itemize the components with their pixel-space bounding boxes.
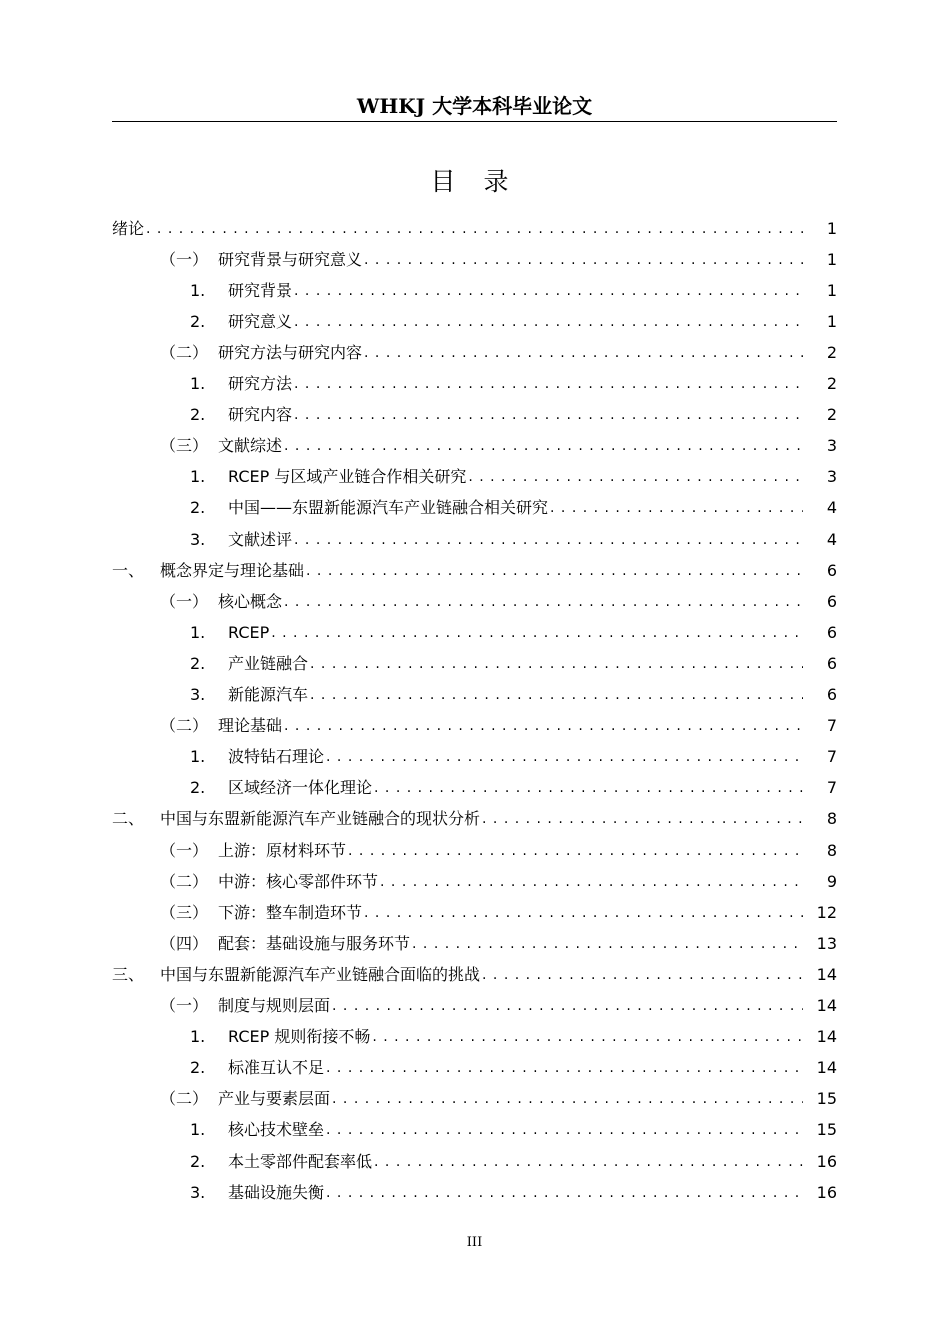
- toc-entry[interactable]: [0, 1177, 837, 1208]
- toc-entry-page: 1: [826, 249, 837, 269]
- toc-entry-text: [190, 685, 807, 705]
- toc-entry-page: 6: [826, 653, 837, 673]
- toc-entry-text: [190, 281, 807, 301]
- toc-entry-text: [160, 1089, 807, 1109]
- toc-entry-label: 本土零部件配套率低: [228, 1151, 373, 1171]
- toc-entry-page: 9: [826, 871, 837, 891]
- toc-entry[interactable]: [0, 1022, 837, 1053]
- toc-entry-label: 研究背景: [228, 280, 293, 300]
- toc-entry[interactable]: [0, 991, 837, 1022]
- toc-entry-text: [160, 250, 807, 270]
- toc-dot-leader: [482, 965, 803, 985]
- toc-entry-number: （二）: [160, 716, 209, 736]
- toc-entry[interactable]: [0, 866, 837, 897]
- toc-dot-leader: [310, 685, 803, 705]
- toc-entry-page: 2: [826, 405, 837, 425]
- toc-entry-page: 3: [826, 436, 837, 456]
- toc-dot-leader: [306, 561, 803, 581]
- toc-entry-page: 7: [826, 747, 837, 767]
- toc-entry-text: [160, 903, 807, 923]
- toc-entry[interactable]: [0, 1053, 837, 1084]
- toc-entry-number: 2.: [190, 778, 206, 798]
- toc-entry-page: 3: [826, 467, 837, 487]
- toc-entry-label: RCEP 规则衔接不畅: [228, 1027, 371, 1047]
- toc-entry[interactable]: [0, 1146, 837, 1177]
- toc-entry-text: [190, 654, 807, 674]
- toc-dot-leader: [364, 250, 803, 270]
- toc-entry-page: 7: [826, 716, 837, 736]
- toc-dot-leader: [412, 934, 803, 954]
- toc-entry-label: 中游：核心零部件环节: [218, 871, 379, 891]
- toc-entry-number: （一）: [160, 840, 209, 860]
- toc-entry[interactable]: [0, 959, 837, 990]
- toc-dot-leader: [326, 1183, 803, 1203]
- toc-entry-label: 理论基础: [218, 716, 283, 736]
- toc-entry-text: [160, 436, 807, 456]
- toc-entry-page: 1: [826, 311, 837, 331]
- toc-entry-page: 13: [816, 933, 837, 953]
- toc-entry-number: 1.: [190, 280, 206, 300]
- toc-dot-leader: [294, 312, 803, 332]
- toc-entry-label: 研究意义: [228, 311, 293, 331]
- toc-entry-label: 研究背景与研究意义: [218, 249, 363, 269]
- toc-entry-number: （三）: [160, 436, 209, 456]
- toc-entry-label: 基础设施失衡: [228, 1182, 325, 1202]
- toc-entry[interactable]: [0, 462, 837, 493]
- toc-dot-leader: [372, 1027, 803, 1047]
- toc-entry-number: 3.: [190, 529, 206, 549]
- toc-dot-leader: [326, 747, 803, 767]
- toc-entry-number: 3.: [190, 1182, 206, 1202]
- toc-entry-text: [160, 996, 807, 1016]
- toc-entry-label: 上游：原材料环节: [218, 840, 347, 860]
- running-header: WHKJ 大学本科毕业论文: [356, 94, 593, 118]
- toc-entry-label: 产业链融合: [228, 653, 309, 673]
- toc-entry-text: [112, 219, 807, 239]
- toc-entry-label: 文献综述: [218, 436, 283, 456]
- toc-entry-text: [190, 1152, 807, 1172]
- toc-entry-page: 8: [826, 840, 837, 860]
- toc-entry-text: [160, 841, 807, 861]
- toc-title: 目 录: [430, 167, 519, 196]
- toc-entry[interactable]: [0, 213, 837, 244]
- toc-dot-leader: [294, 281, 803, 301]
- toc-entry-number: 1.: [190, 622, 206, 642]
- toc-entry-text: [112, 809, 807, 829]
- toc-entry-page: 14: [816, 996, 837, 1015]
- toc-dot-leader: [271, 623, 803, 643]
- toc-entry-number: （一）: [160, 996, 209, 1015]
- toc-entry-text: [160, 343, 807, 363]
- toc-entry[interactable]: [0, 275, 837, 306]
- toc-entry-text: [190, 405, 807, 425]
- toc-entry-text: [112, 561, 807, 581]
- toc-entry-page: 16: [816, 1182, 837, 1202]
- toc-entry-page: 1: [826, 280, 837, 300]
- toc-entry-text: [190, 374, 807, 394]
- toc-entry[interactable]: [0, 306, 837, 337]
- toc-entry-page: 6: [826, 591, 837, 611]
- toc-entry[interactable]: [0, 835, 837, 866]
- toc-dot-leader: [374, 778, 803, 798]
- toc-entry-label: 新能源汽车: [228, 685, 309, 704]
- toc-entry-label: 中国与东盟新能源汽车产业链融合面临的挑战: [160, 964, 481, 984]
- toc-entry-page: 2: [826, 342, 837, 362]
- toc-dot-leader: [294, 530, 803, 550]
- toc-entry-page: 6: [826, 685, 837, 704]
- toc-entry[interactable]: [0, 897, 837, 928]
- toc-entry-page: 16: [816, 1151, 837, 1171]
- toc-dot-leader: [326, 1058, 803, 1078]
- toc-entry-label: 文献述评: [228, 529, 293, 549]
- toc-entry-label: 绪论: [112, 218, 145, 238]
- toc-entry-label: RCEP 与区域产业链合作相关研究: [228, 467, 467, 487]
- toc-dot-leader: [326, 1120, 803, 1140]
- toc-entry-number: 3.: [190, 685, 206, 704]
- toc-dot-leader: [374, 1152, 803, 1172]
- toc-entry-label: 研究方法: [228, 374, 293, 393]
- toc-entry-page: 14: [816, 1027, 837, 1047]
- toc-entry-text: [190, 1120, 807, 1140]
- toc-entry[interactable]: [0, 648, 837, 679]
- toc-dot-leader: [284, 436, 803, 456]
- toc-entry-text: [112, 965, 807, 985]
- toc-entry-text: [190, 623, 807, 643]
- toc-dot-leader: [482, 809, 803, 829]
- toc-entry-label: 产业与要素层面: [218, 1089, 331, 1109]
- toc-entry-number: （三）: [160, 902, 209, 922]
- toc-entry-text: [160, 592, 807, 612]
- toc-entry[interactable]: [0, 337, 837, 368]
- toc-entry[interactable]: [0, 555, 837, 586]
- toc-entry-text: [190, 778, 807, 798]
- toc-entry-page: 8: [826, 809, 837, 829]
- toc-dot-leader: [550, 498, 803, 518]
- toc-dot-leader: [284, 716, 803, 736]
- toc-entry-number: 2.: [190, 311, 206, 331]
- toc-entry-number: （四）: [160, 933, 209, 953]
- toc-entry-number: 1.: [190, 1027, 206, 1047]
- toc-entry[interactable]: [0, 1115, 837, 1146]
- toc-entry-number: 2.: [190, 498, 206, 518]
- toc-entry-page: 4: [826, 529, 837, 549]
- toc-entry[interactable]: [0, 711, 837, 742]
- toc-entry-page: 15: [816, 1120, 837, 1140]
- toc-entry-text: [160, 716, 807, 736]
- toc-entry-text: [190, 1183, 807, 1203]
- toc-entry-number: 二、: [112, 809, 145, 829]
- toc-entry[interactable]: [0, 680, 837, 711]
- toc-entry-number: 一、: [112, 560, 145, 580]
- toc-dot-leader: [294, 374, 803, 394]
- toc-entry-label: 概念界定与理论基础: [160, 560, 305, 580]
- toc-entry-number: 三、: [112, 964, 145, 984]
- toc-entry[interactable]: [0, 400, 837, 431]
- toc-entry-page: 6: [826, 622, 837, 642]
- toc-entry[interactable]: [0, 773, 837, 804]
- toc-entry-page: 1: [826, 218, 837, 238]
- toc-dot-leader: [348, 841, 803, 861]
- toc-entry[interactable]: [0, 524, 837, 555]
- toc-entry-label: 核心概念: [218, 591, 283, 611]
- toc-entry[interactable]: [0, 431, 837, 462]
- toc-entry[interactable]: [0, 928, 837, 959]
- toc-entry-label: 标准互认不足: [228, 1058, 325, 1078]
- toc-entry-text: [160, 934, 807, 954]
- toc-entry-label: 中国——东盟新能源汽车产业链融合相关研究: [228, 498, 549, 518]
- toc-entry[interactable]: [0, 244, 837, 275]
- toc-dot-leader: [364, 903, 803, 923]
- toc-entry[interactable]: [0, 369, 837, 400]
- toc-dot-leader: [332, 996, 803, 1016]
- toc-entry-number: 1.: [190, 747, 206, 767]
- toc-dot-leader: [364, 343, 803, 363]
- toc-entry-label: 研究内容: [228, 405, 293, 425]
- toc-entry-label: 制度与规则层面: [218, 996, 331, 1015]
- toc-entry-page: 14: [816, 1058, 837, 1078]
- toc-entry-text: [190, 498, 807, 518]
- toc-entry-number: （二）: [160, 1089, 209, 1109]
- toc-entry-number: （二）: [160, 342, 209, 362]
- toc-entry-page: 6: [826, 560, 837, 580]
- toc-entry-label: 中国与东盟新能源汽车产业链融合的现状分析: [160, 809, 481, 829]
- toc-entry[interactable]: [0, 742, 837, 773]
- toc-entry-page: 15: [816, 1089, 837, 1109]
- toc-entry-text: [160, 872, 807, 892]
- toc-dot-leader: [468, 467, 803, 487]
- toc-entry[interactable]: [0, 586, 837, 617]
- toc-entry-label: 区域经济一体化理论: [228, 778, 373, 798]
- toc-entry-label: 配套：基础设施与服务环节: [218, 933, 411, 953]
- toc-entry[interactable]: [0, 1084, 837, 1115]
- toc-entry-number: 2.: [190, 653, 206, 673]
- toc-dot-leader: [332, 1089, 803, 1109]
- toc-entry-number: （二）: [160, 871, 209, 891]
- toc-entry-label: RCEP: [228, 622, 270, 642]
- toc-entry-page: 12: [816, 902, 837, 922]
- toc-entry[interactable]: [0, 617, 837, 648]
- toc-dot-leader: [294, 405, 803, 425]
- toc-entry-page: 2: [826, 374, 837, 393]
- toc-entry-number: 2.: [190, 1151, 206, 1171]
- toc-dot-leader: [380, 872, 803, 892]
- toc-entry-number: 1.: [190, 1120, 206, 1140]
- toc-entry-text: [190, 530, 807, 550]
- toc-entry-number: （一）: [160, 249, 209, 269]
- toc-entry-page: 7: [826, 778, 837, 798]
- toc-entry-label: 波特钻石理论: [228, 747, 325, 767]
- toc-dot-leader: [310, 654, 803, 674]
- toc-dot-leader: [146, 219, 803, 239]
- toc-entry-text: [190, 1058, 807, 1078]
- toc-entry-text: [190, 1027, 807, 1047]
- toc-entry-number: 2.: [190, 405, 206, 425]
- toc-entry-number: 1.: [190, 467, 206, 487]
- toc-entry-label: 下游：整车制造环节: [218, 902, 363, 922]
- toc-entry-label: 核心技术壁垒: [228, 1120, 325, 1140]
- toc-entry-text: [190, 312, 807, 332]
- toc-entry-text: [190, 747, 807, 767]
- header-rule: [112, 121, 837, 122]
- toc-entry-number: 2.: [190, 1058, 206, 1078]
- toc-entry-number: （一）: [160, 591, 209, 611]
- toc-entry-page: 4: [826, 498, 837, 518]
- toc-entry-page: 14: [816, 964, 837, 984]
- toc-entry-label: 研究方法与研究内容: [218, 342, 363, 362]
- toc-entry[interactable]: [0, 493, 837, 524]
- toc-entry-text: [190, 467, 807, 487]
- toc-entry-number: 1.: [190, 374, 206, 393]
- toc-entry[interactable]: [0, 804, 837, 835]
- toc-dot-leader: [284, 592, 803, 612]
- page-number: III: [466, 1235, 483, 1250]
